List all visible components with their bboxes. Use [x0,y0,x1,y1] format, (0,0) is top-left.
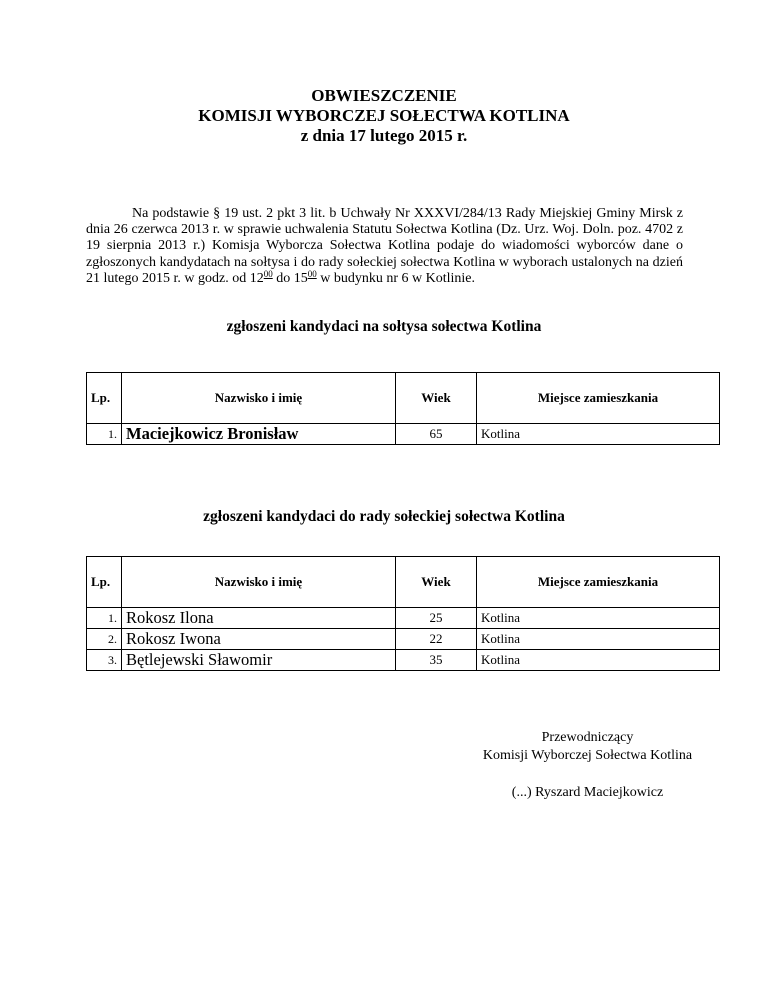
soltys-section-title: zgłoszeni kandydaci na sołtysa sołectwa Kotlina [226,318,542,335]
row-name: Bętlejewski Sławomir [122,650,396,671]
signature-name: (...) Ryszard Maciejkowicz [511,785,664,800]
header-lp: Lp. [87,373,122,424]
document-header [0,86,768,146]
intro-text-end: w budynku nr 6 w Kotlinie. [316,270,475,286]
intro-text-between: do 15 [272,270,308,286]
table-row [87,650,720,671]
intro-text-main: Na podstawie § 19 ust. 2 pkt 3 lit. b Uchwały Nr XXXVI/284/13 Rady Miejskiej Gminy Mirsk z dnia 26 czerwca 2013 r. w sprawie uchwalenia Statutu Sołectwa Kotlina (Dz. Urz. Woj. Doln. poz. 4702 z 19 sierpnia 2013 r.) Komisja Wyborcza Sołectwa Kotlina podaje do wiadomości wyborców dane o zgłoszonych kandydatach na sołtysa i do rady sołeckiej sołectwa Kotlina w wyborach ustalonych na dzień 21 lutego 2015 r. w godz. od 12 [86,206,683,286]
header-committee: KOMISJI WYBORCZEJ SOŁECTWA KOTLINA [198,106,570,125]
table-row [87,629,720,650]
header-age: Wiek [396,373,477,424]
row-place: Kotlina [477,424,720,445]
intro-time2-minutes: 00 [307,268,317,279]
signature-role: Przewodniczący [541,730,634,745]
row-age: 25 [396,608,477,629]
rada-candidates-table [86,556,720,671]
table-row [87,608,720,629]
soltys-candidates-table [86,372,720,445]
row-age: 35 [396,650,477,671]
row-age: 65 [396,424,477,445]
header-name: Nazwisko i imię [122,557,396,608]
table-header-row [87,557,720,608]
row-lp: 3. [87,650,122,671]
row-lp: 2. [87,629,122,650]
header-lp: Lp. [87,557,122,608]
row-place: Kotlina [477,629,720,650]
intro-time1-minutes: 00 [263,268,273,279]
intro-paragraph [86,206,683,287]
table-header-row [87,373,720,424]
rada-section-title: zgłoszeni kandydaci do rady sołeckiej sołectwa Kotlina [203,508,565,525]
signature-block [455,729,720,802]
row-name: Rokosz Iwona [122,629,396,650]
row-place: Kotlina [477,650,720,671]
row-name: Rokosz Ilona [122,608,396,629]
header-name: Nazwisko i imię [122,373,396,424]
header-place: Miejsce zamieszkania [477,373,720,424]
header-age: Wiek [396,557,477,608]
row-name: Maciejkowicz Bronisław [122,424,396,445]
row-age: 22 [396,629,477,650]
signature-body: Komisji Wyborczej Sołectwa Kotlina [482,748,693,763]
header-place: Miejsce zamieszkania [477,557,720,608]
row-place: Kotlina [477,608,720,629]
table-row [87,424,720,445]
header-title: OBWIESZCZENIE [311,86,457,105]
row-lp: 1. [87,424,122,445]
row-lp: 1. [87,608,122,629]
header-date: z dnia 17 lutego 2015 r. [300,126,468,145]
